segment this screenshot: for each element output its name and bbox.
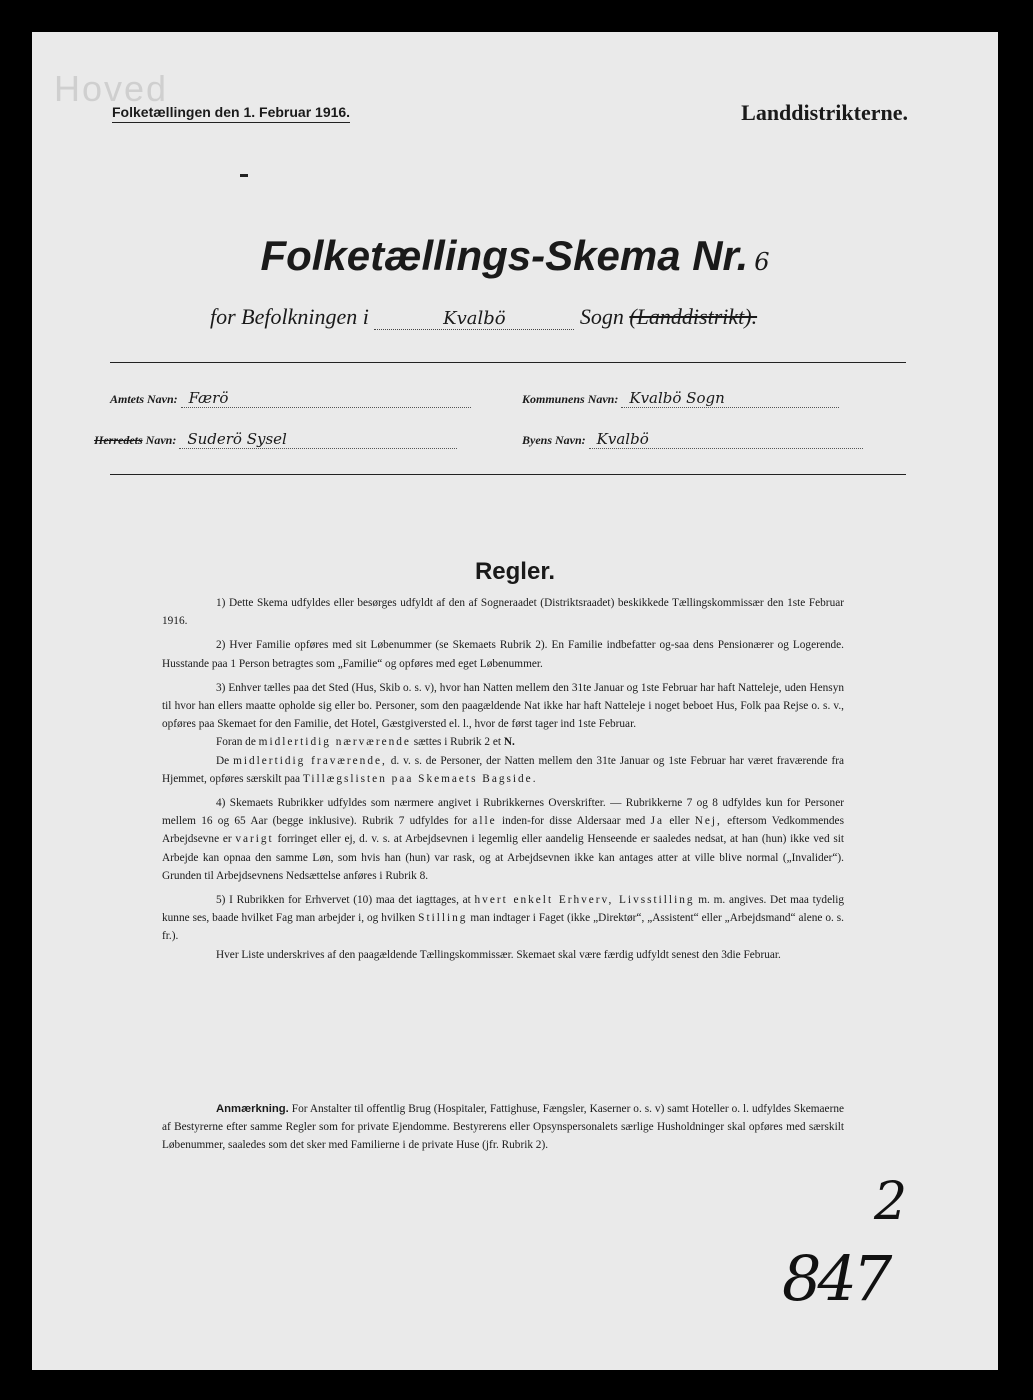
population-line [210, 304, 757, 330]
kommune-value: Kvalbö Sogn [621, 389, 839, 408]
ink-dash [240, 174, 248, 177]
kommune-label: Kommunens Navn: [522, 392, 619, 406]
rule-2: 2) Hver Familie opføres med sit Løbenummer (se Skemaets Rubrik 2). En Familie indbefatter og-saa dens Pensionærer og Logerende. Husstande paa 1 Person betragtes som „Familie“ og opføres med eget Løbenummer. [162, 639, 844, 670]
form-number-handwritten: 6 [754, 248, 770, 276]
rule-5-deadline: Hver Liste underskrives af den paagældende Tællingskommissær. Skemaet skal være færdig udfyldt senest den 3die Februar. [216, 948, 781, 961]
rules-body [162, 594, 844, 970]
parish-name-field: Kvalbö [374, 308, 574, 330]
handwritten-mark-top: 2 [874, 1172, 908, 1232]
rule-5: 5) I Rubrikken for Erhvervet (10) maa det iagttages, at hvert enkelt Erhverv, Livsstilling m. m. angives. Det maa tydelig kunne ses, baade hvilket Fag man arbejder i, og hvilken Stilling man indtager i Faget (ikke „Direktør“, „Assistent“ eller „Arbejdsmand“ alene o. s. fr.). [162, 894, 845, 943]
herred-value: Suderö Sysel [179, 430, 457, 449]
form-title [32, 232, 998, 280]
divider-top [110, 362, 906, 363]
faded-stamp: Hoved [54, 68, 169, 109]
kommune-field [522, 389, 839, 408]
herred-label-struck: Herredets [94, 433, 143, 447]
rule-3: 3) Enhver tælles paa det Sted (Hus, Skib o. s. v), hvor han Natten mellem den 31te Januar og 1ste Februar har haft Natteleje, uden Hensyn til hvor han ellers maatte opholde sig eller bo. Personer, som den paagældende Nat ikke har haft Natteleje i noget beboet Hus, Folk paa Rejse o. s. v., opføres paa Skemaet for den Familie, det Hotel, Gæstgiversted el. l., hvor de først tager ind 1ste Februar. [162, 681, 844, 731]
handwritten-mark-bottom: 847 [782, 1242, 889, 1315]
amt-field [110, 389, 471, 408]
rule-1: 1) Dette Skema udfyldes eller besørges udfyldt af den af Sogneraadet (Distriktsraadet) beskikkede Tællingskommissær den 1ste Februar 1916. [162, 597, 844, 628]
divider-bottom [110, 474, 906, 475]
population-prefix: for Befolkningen i [210, 304, 369, 329]
rules-heading: Regler. [474, 558, 556, 585]
herred-label: Navn: [145, 433, 177, 447]
rule-3-present: Foran de midlertidig nærværende sættes i Rubrik 2 et N. [216, 736, 515, 749]
by-label: Byens Navn: [522, 433, 586, 447]
note-text: For Anstalter til offentlig Brug (Hospitaler, Fattighuse, Fængsler, Kaserner o. s. v) samt Hoteller o. l. udfyldes Skemaerne af Bestyrerne efter samme Regler som for private Ejendomme. Bestyrerens eller Opsynspersonalets særlige Husholdninger skal opføres med særskilt Løbenummer, saaledes som det sker med Familierne i de private Huse (jfr. Rubrik 2). [162, 1103, 844, 1152]
form-title-text: Folketællings-Skema Nr. [260, 232, 749, 279]
by-value: Kvalbö [589, 430, 863, 449]
district-type-header: Landdistrikterne. [741, 100, 908, 125]
note-paragraph [162, 1100, 844, 1155]
note-label: Anmærkning. [216, 1103, 289, 1115]
amt-label: Amtets Navn: [110, 392, 178, 406]
census-form-page [32, 32, 998, 1370]
rule-3-absent: De midlertidig fraværende, d. v. s. de Personer, der Natten mellem den 31te Januar og 1ste Februar har været fraværende fra Hjemmet, opføres særskilt paa Tillægslisten paa Skemaets Bagside. [162, 754, 844, 785]
herred-field [94, 430, 457, 449]
by-field [522, 430, 863, 449]
sogn-label: Sogn [579, 304, 624, 329]
amt-value: Færö [181, 389, 471, 408]
rule-4: 4) Skemaets Rubrikker udfyldes som nærmere angivet i Rubrikkernes Overskrifter. — Rubrikkerne 7 og 8 udfyldes kun for Personer mellem 16 og 65 Aar (begge inklusive). Rubrik 7 udfyldes for alle inden-for disse Aldersaar med Ja eller Nej, eftersom Vedkommendes Arbejdsevne er varigt forringet eller ej, d. v. s. at Arbejdsevnen i legemlig eller aandelig Henseende er saaledes nedsat, at han (hun) ikke ved sit Arbejde kan opnaa den samme Løn, som hvis han (hun) var rask, og at Arbejdsevnen ikke kan antages atter at ville blive normal („Invalider“). Grunden til Arbejdsevnens Nedsættelse anføres i Rubrik 8. [162, 797, 844, 882]
census-date-header: Folketællingen den 1. Februar 1916. [112, 104, 350, 123]
landdistrikt-label: (Landdistrikt). [629, 304, 758, 329]
